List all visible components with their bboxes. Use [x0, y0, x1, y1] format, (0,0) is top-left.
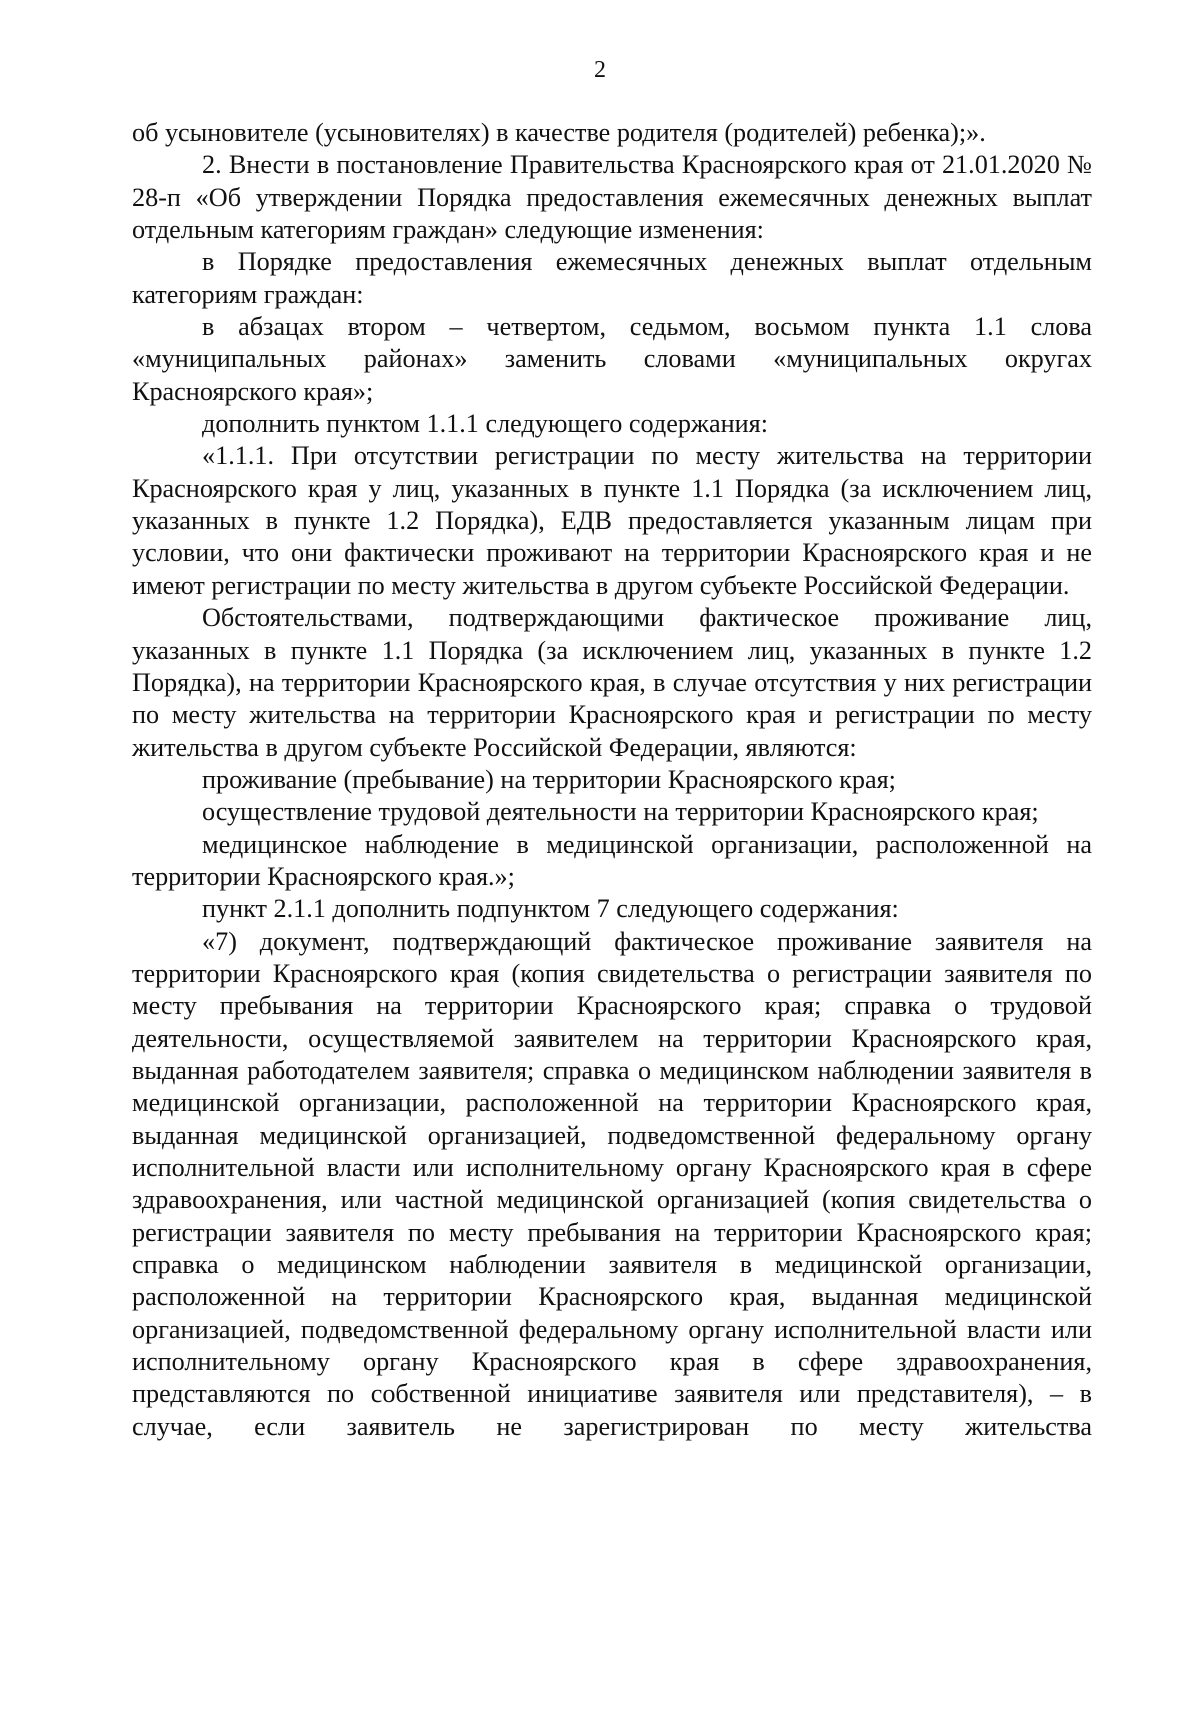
paragraph-continuation: об усыновителе (усыновителях) в качестве родителя (родителей) ребенка);».: [132, 118, 986, 147]
paragraph-item-2: 2. Внести в постановление Правительства Красноярского края от 21.01.2020 № 28-п «Об утверждении Порядка предоставления ежемесячных денежных выплат отдельным категориям граждан» следующие изменения:: [132, 150, 1092, 245]
paragraph-order-intro: в Порядке предоставления ежемесячных денежных выплат отдельным категориям граждан:: [132, 247, 1092, 309]
list-item-medical: медицинское наблюдение в медицинской организации, расположенной на территории Красноярского края.»;: [132, 829, 1092, 891]
paragraph-point-1-1-1: «1.1.1. При отсутствии регистрации по месту жительства на территории Красноярского края у лиц, указанных в пункте 1.1 Порядка (за исключением лиц, указанных в пункте 1.2 Порядка), ЕДВ предоставляется указанным лицам при условии, что они фактически проживают на территории Красноярского края и не имеют регистрации по месту жительства в другом субъекте Российской Федерации.: [132, 441, 1092, 600]
paragraph-add-point-1-1-1: дополнить пунктом 1.1.1 следующего содержания:: [202, 409, 768, 439]
page-number: 2: [594, 57, 606, 83]
list-item-residence: проживание (пребывание) на территории Красноярского края;: [202, 764, 896, 794]
paragraph-replace-words: в абзацах втором – четвертом, седьмом, восьмом пункта 1.1 слова «муниципальных районах» заменить словами «муниципальных округах Красноярского края»;: [132, 312, 1092, 406]
document-body: [132, 117, 1092, 1443]
paragraph-add-subpoint-7: пункт 2.1.1 дополнить подпунктом 7 следующего содержания:: [202, 894, 899, 924]
list-item-employment: осуществление трудовой деятельности на территории Красноярского края;: [202, 797, 1039, 827]
paragraph-circumstances: Обстоятельствами, подтверждающими фактическое проживание лиц, указанных в пункте 1.1 Порядка (за исключением лиц, указанных в пункте 1.2 Порядка), на территории Красноярского края, в случае отсутствия у них регистрации по месту жительства на территории Красноярского края и регистрации по месту жительства в другом субъекте Российской Федерации, являются:: [132, 603, 1092, 762]
paragraph-subpoint-7: «7) документ, подтверждающий фактическое проживание заявителя на территории Красноярского края (копия свидетельства о регистрации заявителя по месту пребывания на территории Красноярского края; справка о трудовой деятельности, осуществляемой заявителем на территории Красноярского края, выданная работодателем заявителя; справка о медицинском наблюдении заявителя в медицинской организации, расположенной на территории Красноярского края, выданная медицинской организацией, подведомственной федеральному органу исполнительной власти или исполнительному органу Красноярского края в сфере здравоохранения, или частной медицинской организацией (копия свидетельства о регистрации заявителя по месту пребывания на территории Красноярского края; справка о медицинском наблюдении заявителя в медицинской организации, расположенной на территории Красноярского края, выданная медицинской организацией, подведомственной федеральному органу исполнительной власти или исполнительному органу Красноярского края в сфере здравоохранения, представляются по собственной инициативе заявителя или представителя), – в случае, если заявитель не зарегистрирован по месту жительства: [132, 926, 1092, 1441]
